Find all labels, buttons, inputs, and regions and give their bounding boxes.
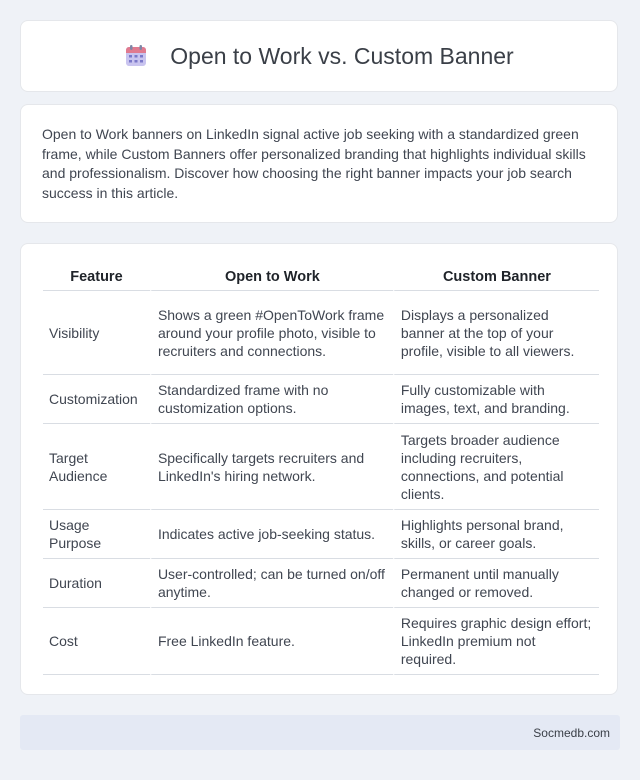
table-cell: Visibility xyxy=(43,291,150,375)
table-cell: Duration xyxy=(43,559,150,608)
comparison-card xyxy=(20,243,618,695)
table-row xyxy=(43,424,599,510)
table-cell: Shows a green #OpenToWork frame around your profile photo, visible to recruiters and connections. xyxy=(150,291,393,375)
table-cell: Standardized frame with no customization options. xyxy=(150,375,393,424)
table-header-row xyxy=(43,266,599,291)
table-cell: Free LinkedIn feature. xyxy=(150,608,393,675)
calendar-icon xyxy=(124,44,148,68)
table-cell: Requires graphic design effort; LinkedIn premium not required. xyxy=(393,608,599,675)
table-cell: Highlights personal brand, skills, or career goals. xyxy=(393,510,599,559)
intro-text: Open to Work banners on LinkedIn signal active job seeking with a standardized green frame, while Custom Banners offer personalized branding that highlights individual skills and professionalism. Discover how choosing the right banner impacts your job search success in this article. xyxy=(42,126,586,201)
header-custom-banner: Custom Banner xyxy=(393,266,599,291)
footer-source: Socmedb.com xyxy=(533,725,610,740)
footer xyxy=(20,715,620,750)
title-card xyxy=(20,20,618,92)
table-cell: Target Audience xyxy=(43,424,150,510)
table-row xyxy=(43,559,599,608)
table-cell: Displays a personalized banner at the top of your profile, visible to all viewers. xyxy=(393,291,599,375)
table-cell: Customization xyxy=(43,375,150,424)
table-cell: Usage Purpose xyxy=(43,510,150,559)
table-row xyxy=(43,608,599,675)
page-title: Open to Work vs. Custom Banner xyxy=(170,42,514,69)
table-cell: Targets broader audience including recruiters, connections, and potential clients. xyxy=(393,424,599,510)
table-cell: Specifically targets recruiters and LinkedIn's hiring network. xyxy=(150,424,393,510)
table-row xyxy=(43,291,599,375)
table-row xyxy=(43,375,599,424)
table-cell: Fully customizable with images, text, and branding. xyxy=(393,375,599,424)
table-cell: Cost xyxy=(43,608,150,675)
comparison-table xyxy=(43,266,599,675)
table-row xyxy=(43,510,599,559)
table-cell: Indicates active job-seeking status. xyxy=(150,510,393,559)
header-feature: Feature xyxy=(43,266,150,291)
table-cell: User-controlled; can be turned on/off anytime. xyxy=(150,559,393,608)
header-open-to-work: Open to Work xyxy=(150,266,393,291)
intro-card xyxy=(20,104,618,223)
table-cell: Permanent until manually changed or removed. xyxy=(393,559,599,608)
